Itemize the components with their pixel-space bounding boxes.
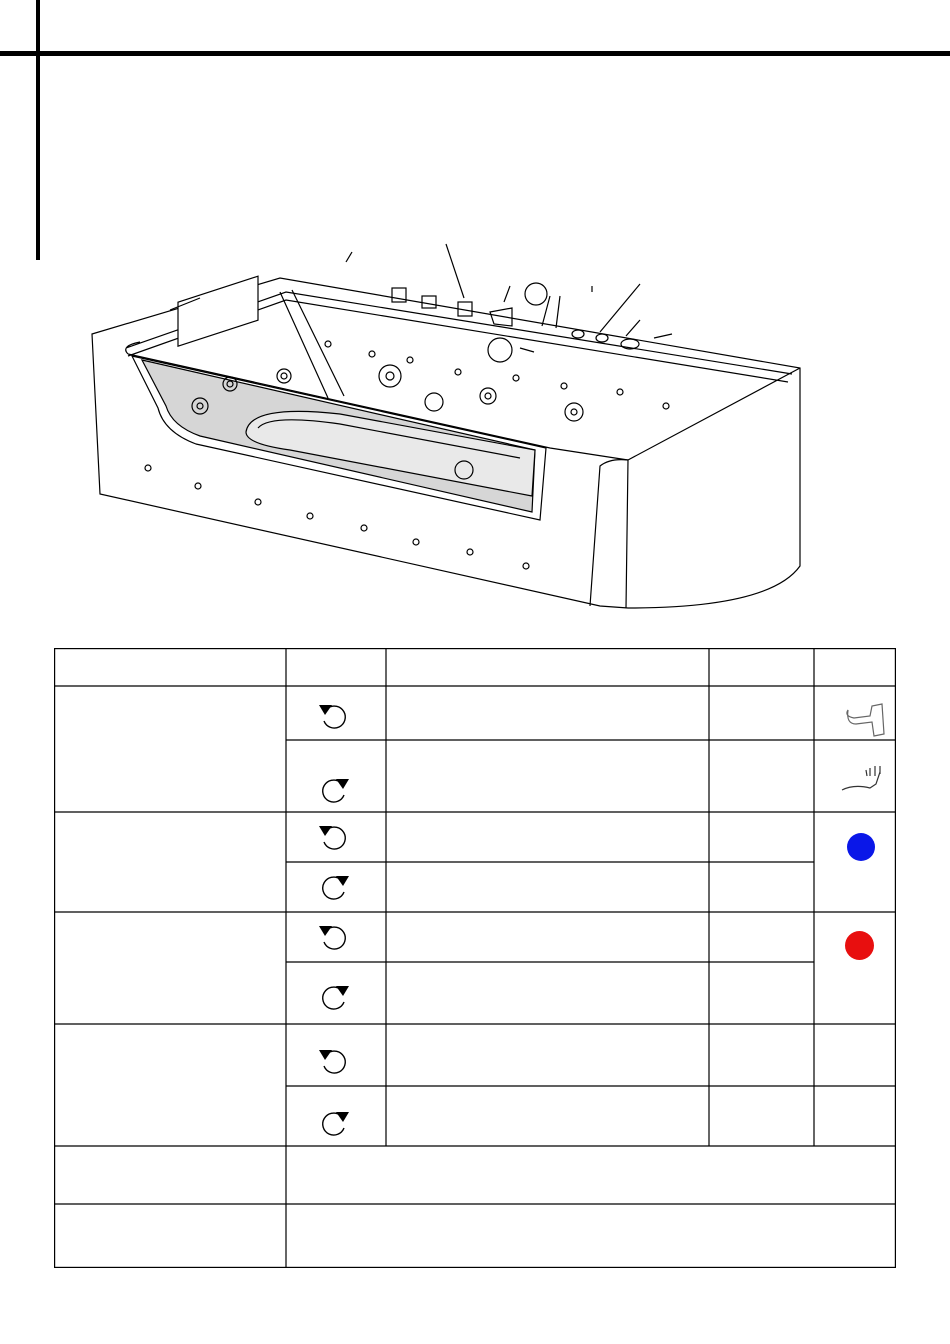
controls-table xyxy=(54,648,896,1268)
counterclockwise-icon xyxy=(319,1050,345,1073)
hot-water-indicator xyxy=(845,931,874,960)
counterclockwise-icon xyxy=(319,705,345,728)
counterclockwise-icon xyxy=(319,926,345,949)
drain-grille xyxy=(425,393,443,411)
side-rule xyxy=(36,0,40,260)
clockwise-icon xyxy=(323,1112,349,1135)
rim-controls xyxy=(392,283,639,349)
clockwise-icon xyxy=(323,876,349,899)
cold-water-indicator xyxy=(847,833,875,861)
top-rule xyxy=(0,51,950,56)
counterclockwise-icon xyxy=(319,826,345,849)
clockwise-icon xyxy=(323,986,349,1009)
underwater-light xyxy=(488,338,512,362)
bathtub-diagram xyxy=(80,236,820,616)
hand-shower-icon xyxy=(842,766,880,790)
clockwise-icon xyxy=(323,779,349,802)
headrest xyxy=(178,276,258,346)
tub-end-panel xyxy=(590,368,800,608)
spout-icon xyxy=(847,704,884,736)
table-border xyxy=(55,649,896,1268)
